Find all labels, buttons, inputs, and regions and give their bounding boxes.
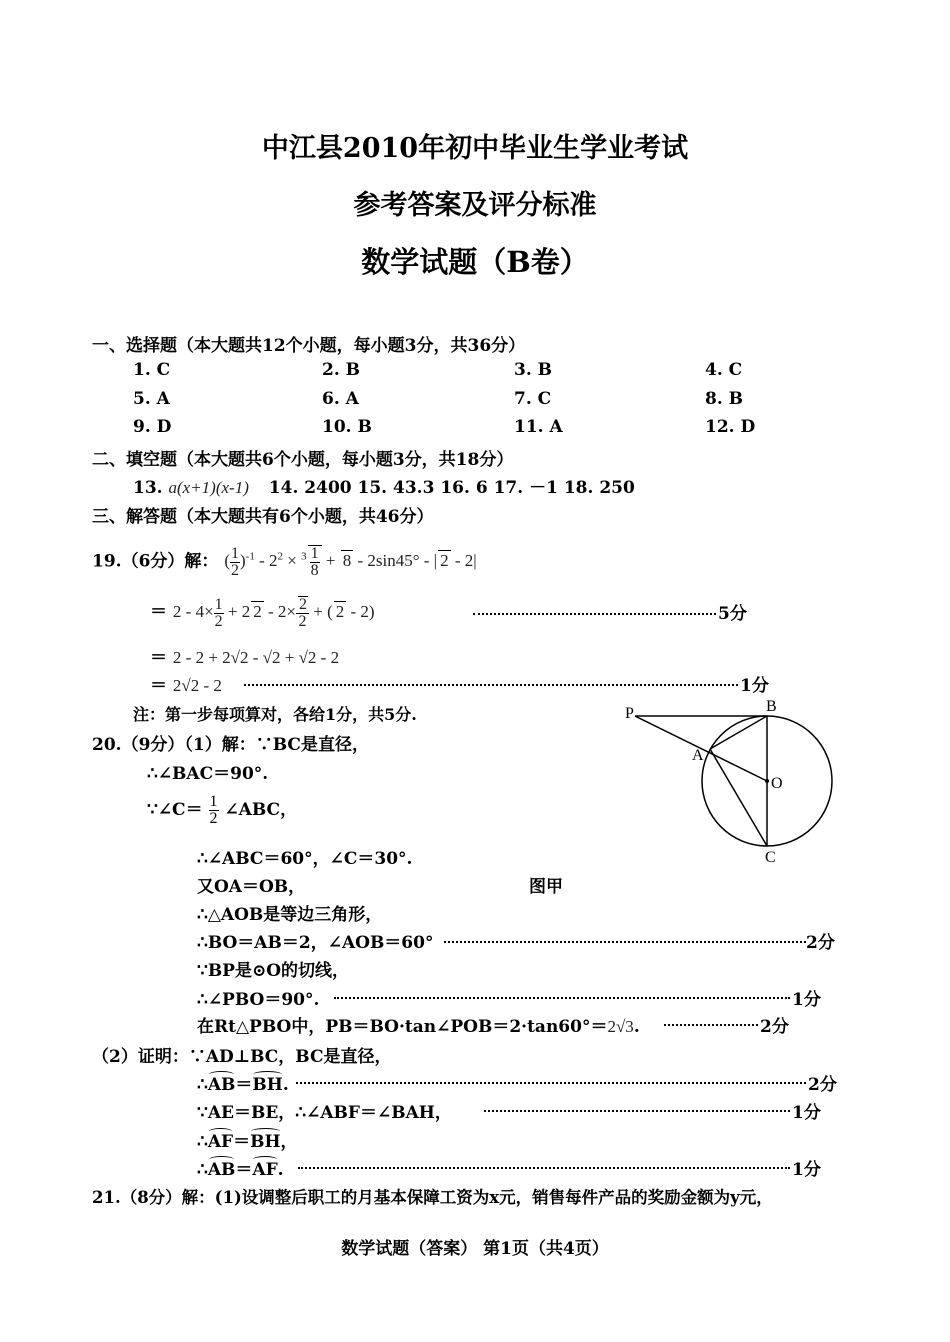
q20-line2-pre: ∵∠C＝ [147, 800, 203, 820]
q13-expression: a(x+1)(x-1) [168, 478, 249, 497]
equals-sign: ＝ [150, 601, 167, 622]
q20-label: 20.（9分）（1）解：∵BC是直径， [92, 735, 369, 755]
chord-ac [710, 749, 767, 846]
answer-11: 11. A [514, 417, 563, 437]
paper-name: 数学试题（B卷） [361, 245, 589, 279]
page-subtitle: 参考答案及评分标准 [353, 190, 597, 221]
answer-3: 3. B [514, 360, 553, 380]
dot-leader [664, 1024, 758, 1026]
label-c: C [765, 849, 776, 866]
q19-step1 [150, 596, 375, 630]
section2-heading: 二、填空题（本大题共6个小题，每小题3分，共18分） [92, 450, 514, 470]
q20-score-2: 1分 [792, 990, 821, 1010]
q20-line9-value: 2√3 [607, 1017, 634, 1036]
q13-label: 13. [133, 478, 163, 498]
q20-line1: ∴∠BAC＝90°. [147, 764, 269, 784]
q19-step3 [150, 671, 222, 696]
answer-2: 2. B [322, 360, 361, 380]
q19-expression: ( $\frac{1}{2}$ )$^{-1} - 2^2 \times ^3$ $\frac{1}{8}$ + 8 - 2sin45° - | 2 - 2| [224, 545, 477, 579]
q20-part2-line4: ∴AB＝AF. [197, 1160, 284, 1180]
q20-part2-line1: ∴AB＝BH. [197, 1075, 289, 1095]
label-o: O [771, 775, 783, 792]
q19-step2 [150, 643, 339, 668]
q20-line6: ∴BO＝AB＝2，∠AOB＝60° [197, 933, 434, 953]
q20-part2-line3: ∴AF＝BH， [197, 1132, 298, 1152]
dot-leader [473, 613, 716, 615]
fill-answers [133, 473, 635, 498]
label-b: B [766, 698, 777, 715]
answer-4: 4. C [705, 360, 743, 380]
q20-line9: 在Rt△PBO中，PB＝BO·tan∠POB＝2·tan60°＝2√3. [197, 1017, 640, 1037]
chord-ab [710, 716, 767, 749]
q19-label [92, 545, 477, 579]
section1-heading: 一、选择题（本大题共12个小题，每小题3分，共36分） [92, 336, 526, 356]
q20-part2-score-2: 1分 [792, 1103, 821, 1123]
answer-7: 7. C [514, 389, 552, 409]
q19-step1-expression: 2 - 4× $\frac{1}{2}$ + 2 2 - 2× $\frac{2}{2}$ + ( 2 - 2) [172, 595, 375, 630]
answer-1: 1. C [133, 360, 171, 380]
answer-8: 8. B [705, 389, 744, 409]
q20-part2-score-3: 1分 [792, 1160, 821, 1180]
dot-leader [296, 1082, 806, 1084]
answer-6: 6. A [322, 389, 359, 409]
q20-part2-label: （2）证明：∵AD⊥BC，BC是直径， [92, 1047, 392, 1067]
dot-leader [444, 941, 806, 943]
figure-caption: 图甲 [529, 877, 563, 897]
equals-sign: ＝ [150, 648, 167, 668]
answer-12: 12. D [705, 417, 756, 437]
dot-leader [244, 684, 738, 686]
q20-line2-post: ∠ABC， [224, 800, 298, 820]
dot-leader [484, 1110, 790, 1112]
q20-line3: ∴∠ABC＝60°，∠C＝30°. [197, 849, 413, 869]
page-title: 中江县2010年初中毕业生学业考试 [261, 133, 689, 164]
q20-part2-line2: ∵AE＝BE，∴∠ABF＝∠BAH， [197, 1103, 452, 1123]
answer-5: 5. A [133, 389, 170, 409]
q19-step3-expression: 2√2 - 2 [172, 676, 222, 695]
center-point [765, 779, 769, 783]
answer-10: 10. B [322, 417, 372, 437]
fill-answers-rest: 14. 2400 15. 43.3 16. 6 17. －1 18. 250 [268, 478, 635, 498]
dot-leader [298, 1167, 790, 1169]
label-p: P [625, 705, 634, 722]
q19-label-text: 19.（6分）解： [92, 551, 219, 572]
equals-sign: ＝ [150, 676, 167, 696]
q21-line1: 21.（8分）解：(1)设调整后职工的月基本保障工资为x元，销售每件产品的奖励金额为y元， [92, 1188, 773, 1207]
q19-score-2: 1分 [740, 676, 769, 696]
q19-score-1: 5分 [718, 604, 747, 624]
q20-line2: ∵∠C＝ $\frac{1}{2}$ ∠ABC， [147, 793, 298, 827]
q20-score-1: 2分 [806, 933, 835, 953]
q20-score-3: 2分 [760, 1017, 789, 1037]
label-a: A [692, 747, 704, 764]
q20-line9-text: 在Rt△PBO中，PB＝BO·tan∠POB＝2·tan60°＝ [197, 1017, 608, 1037]
q20-part2-score-1: 2分 [808, 1075, 837, 1095]
q19-note: 注：第一步每项算对，各给1分，共5分. [133, 705, 417, 724]
q20-line4: 又OA＝OB， [197, 877, 306, 897]
dot-leader [334, 997, 790, 999]
q20-line7: ∵BP是⊙O的切线， [197, 961, 350, 981]
q20-line8: ∴∠PBO＝90°. [197, 990, 320, 1010]
q20-line5: ∴△AOB是等边三角形， [197, 905, 383, 925]
page-footer: 数学试题（答案） 第1页（共4页） [341, 1239, 609, 1259]
figure-circle-diagram [600, 695, 850, 870]
section3-heading: 三、解答题（本大题共有6个小题，共46分） [92, 507, 434, 527]
answer-9: 9. D [133, 417, 172, 437]
q19-step2-expression: 2 - 2 + 2√2 - √2 + √2 - 2 [172, 648, 340, 667]
